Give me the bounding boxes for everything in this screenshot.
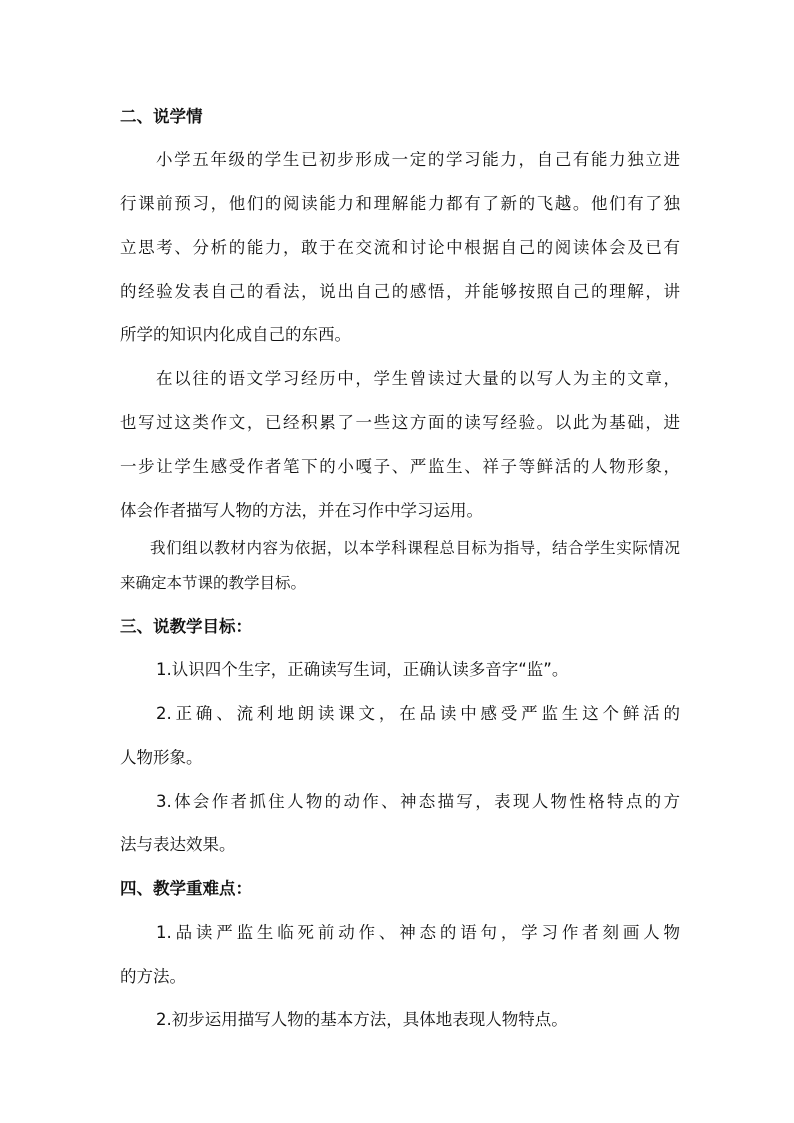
heading-section-2: 二、说学情: [120, 107, 203, 126]
heading-section-3: 三、说教学目标：: [120, 617, 252, 636]
list-item: 2.初步运用描写人物的基本方法，具体地表现人物特点。: [156, 1010, 568, 1029]
paragraph-line: 我们组以教材内容为依据，以本学科课程总目标为指导，结合学生实际情况: [150, 539, 680, 557]
list-item: 2.正确、流利地朗读课文，在品读中感受严监生这个鲜活的: [156, 704, 680, 723]
heading-section-4: 四、教学重难点：: [120, 879, 252, 898]
list-item: 的方法。: [120, 967, 186, 986]
paragraph-line: 来确定本节课的教学目标。: [120, 574, 307, 592]
paragraph-line: 的经验发表自己的看法，说出自己的感悟，并能够按照自己的理解，讲: [120, 282, 680, 301]
list-item: 3.体会作者抓住人物的动作、神态描写，表现人物性格特点的方: [156, 792, 680, 811]
paragraph-line: 立思考、分析的能力，敢于在交流和讨论中根据自己的阅读体会及已有: [120, 238, 680, 257]
paragraph-line: 一步让学生感受作者笔下的小嘎子、严监生、祥子等鲜活的人物形象，: [120, 457, 680, 476]
paragraph-line: 在以往的语文学习经历中，学生曾读过大量的以写人为主的文章，: [156, 369, 680, 388]
list-item: 人物形象。: [120, 748, 203, 767]
list-item: 1.品读严监生临死前动作、神态的语句，学习作者刻画人物: [156, 923, 680, 942]
paragraph-line: 也写过这类作文，已经积累了一些这方面的读写经验。以此为基础，进: [120, 413, 680, 432]
paragraph-line: 行课前预习，他们的阅读能力和理解能力都有了新的飞越。他们有了独: [120, 194, 680, 213]
list-item: 法与表达效果。: [120, 835, 236, 854]
paragraph-line: 所学的知识内化成自己的东西。: [120, 325, 351, 344]
paragraph-line: 小学五年级的学生已初步形成一定的学习能力，自己有能力独立进: [156, 150, 680, 169]
list-item: 1.认识四个生字，正确读写生词，正确认读多音字“监”。: [156, 660, 569, 679]
paragraph-line: 体会作者描写人物的方法，并在习作中学习运用。: [120, 501, 483, 520]
